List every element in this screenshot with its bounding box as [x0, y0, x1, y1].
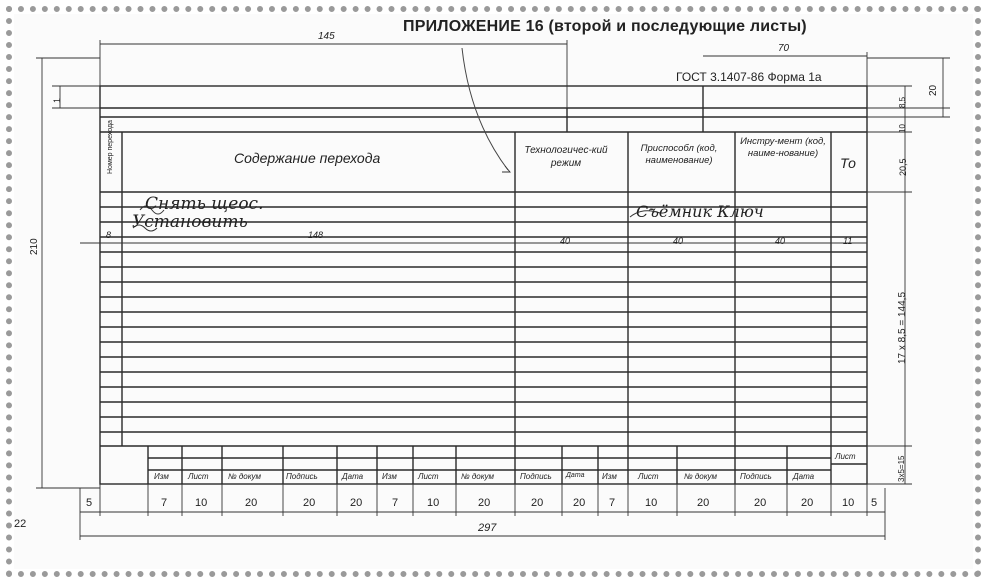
dim-bottom: 20 [801, 497, 814, 509]
dim-bottom: 20 [350, 497, 363, 509]
dim-bottom: 10 [195, 497, 208, 509]
footer-label: № докум [684, 472, 718, 481]
dim-row-40: 40 [673, 236, 684, 246]
document-title: ПРИЛОЖЕНИЕ 16 (второй и последующие листы) [403, 18, 807, 35]
dim-row-11: 11 [843, 236, 853, 246]
footer-label: Дата [566, 472, 585, 479]
dim-left-210: 210 [29, 238, 40, 255]
dim-bottom: 7 [609, 497, 616, 509]
dim-bottom: 5 [871, 497, 878, 509]
dim-row-40: 40 [560, 236, 571, 246]
dim-bottom: 10 [427, 497, 440, 509]
dim-bottom: 20 [531, 497, 544, 509]
footer-label: Лист [418, 472, 439, 481]
dim-bottom: 7 [161, 497, 168, 509]
dim-row-148: 148 [308, 230, 324, 240]
dim-row-40: 40 [775, 236, 786, 246]
dim-bottom: 10 [645, 497, 658, 509]
dim-right-bottom: 3x5=15 [897, 455, 906, 482]
dim-total-297: 297 [478, 522, 497, 534]
header-fixture: Приспособл (код, наименование) [640, 143, 718, 166]
dim-bottom: 20 [754, 497, 767, 509]
footer-label: Подпись [740, 472, 772, 481]
footer-label: Лист [638, 472, 659, 481]
footer-label: № докум [461, 472, 495, 481]
header-tech-mode: Технологичес-кий режим [524, 145, 608, 169]
footer-label: Дата [793, 472, 815, 481]
footer-label: Изм [382, 472, 397, 481]
dim-bottom: 5 [86, 497, 93, 509]
dim-top-145: 145 [318, 31, 335, 42]
dim-bottom: 20 [303, 497, 316, 509]
gost-label: ГОСТ 3.1407-86 Форма 1а [676, 70, 822, 84]
dim-bottom: 20 [573, 497, 586, 509]
dim-right-20-5: 20,5 [898, 158, 908, 176]
header-tool: Инстру-мент (код, наиме-нование) [740, 136, 826, 159]
footer-label: № докум [228, 472, 262, 481]
dim-right-8-5: 8,5 [898, 96, 907, 108]
dim-top-70: 70 [778, 43, 790, 54]
dim-bottom: 10 [842, 497, 855, 509]
handwritten-fixture: Съёмник Ключ [636, 202, 764, 221]
footer-label: Подпись [520, 472, 552, 481]
footer-label: Дата [342, 472, 364, 481]
dim-bottom: 20 [478, 497, 491, 509]
dim-row-8: 8 [106, 230, 112, 240]
footer-label: Подпись [286, 472, 318, 481]
footer-label: Изм [602, 472, 617, 481]
header-content: Содержание перехода [234, 150, 381, 166]
dim-left-small: 1 [52, 97, 62, 103]
dim-right-20: 20 [928, 84, 939, 96]
header-step-number: Номер перехода [107, 120, 114, 174]
dim-right-rows: 17 x 8,5 = 144,5 [897, 291, 908, 364]
dimension-lines [36, 40, 950, 540]
dim-bottom: 20 [697, 497, 710, 509]
footer-label: Изм [154, 472, 169, 481]
dim-right-10: 10 [898, 124, 907, 133]
header-to: То [840, 155, 856, 171]
footer-label: Лист [188, 472, 209, 481]
handwritten-step-1: Снять щеос. [145, 194, 264, 214]
footer-sheet-label: Лист [835, 452, 856, 461]
page-number: 22 [14, 518, 27, 530]
dim-bottom: 7 [392, 497, 399, 509]
dim-bottom: 20 [245, 497, 258, 509]
handwritten-step-2: Установить [132, 212, 248, 232]
